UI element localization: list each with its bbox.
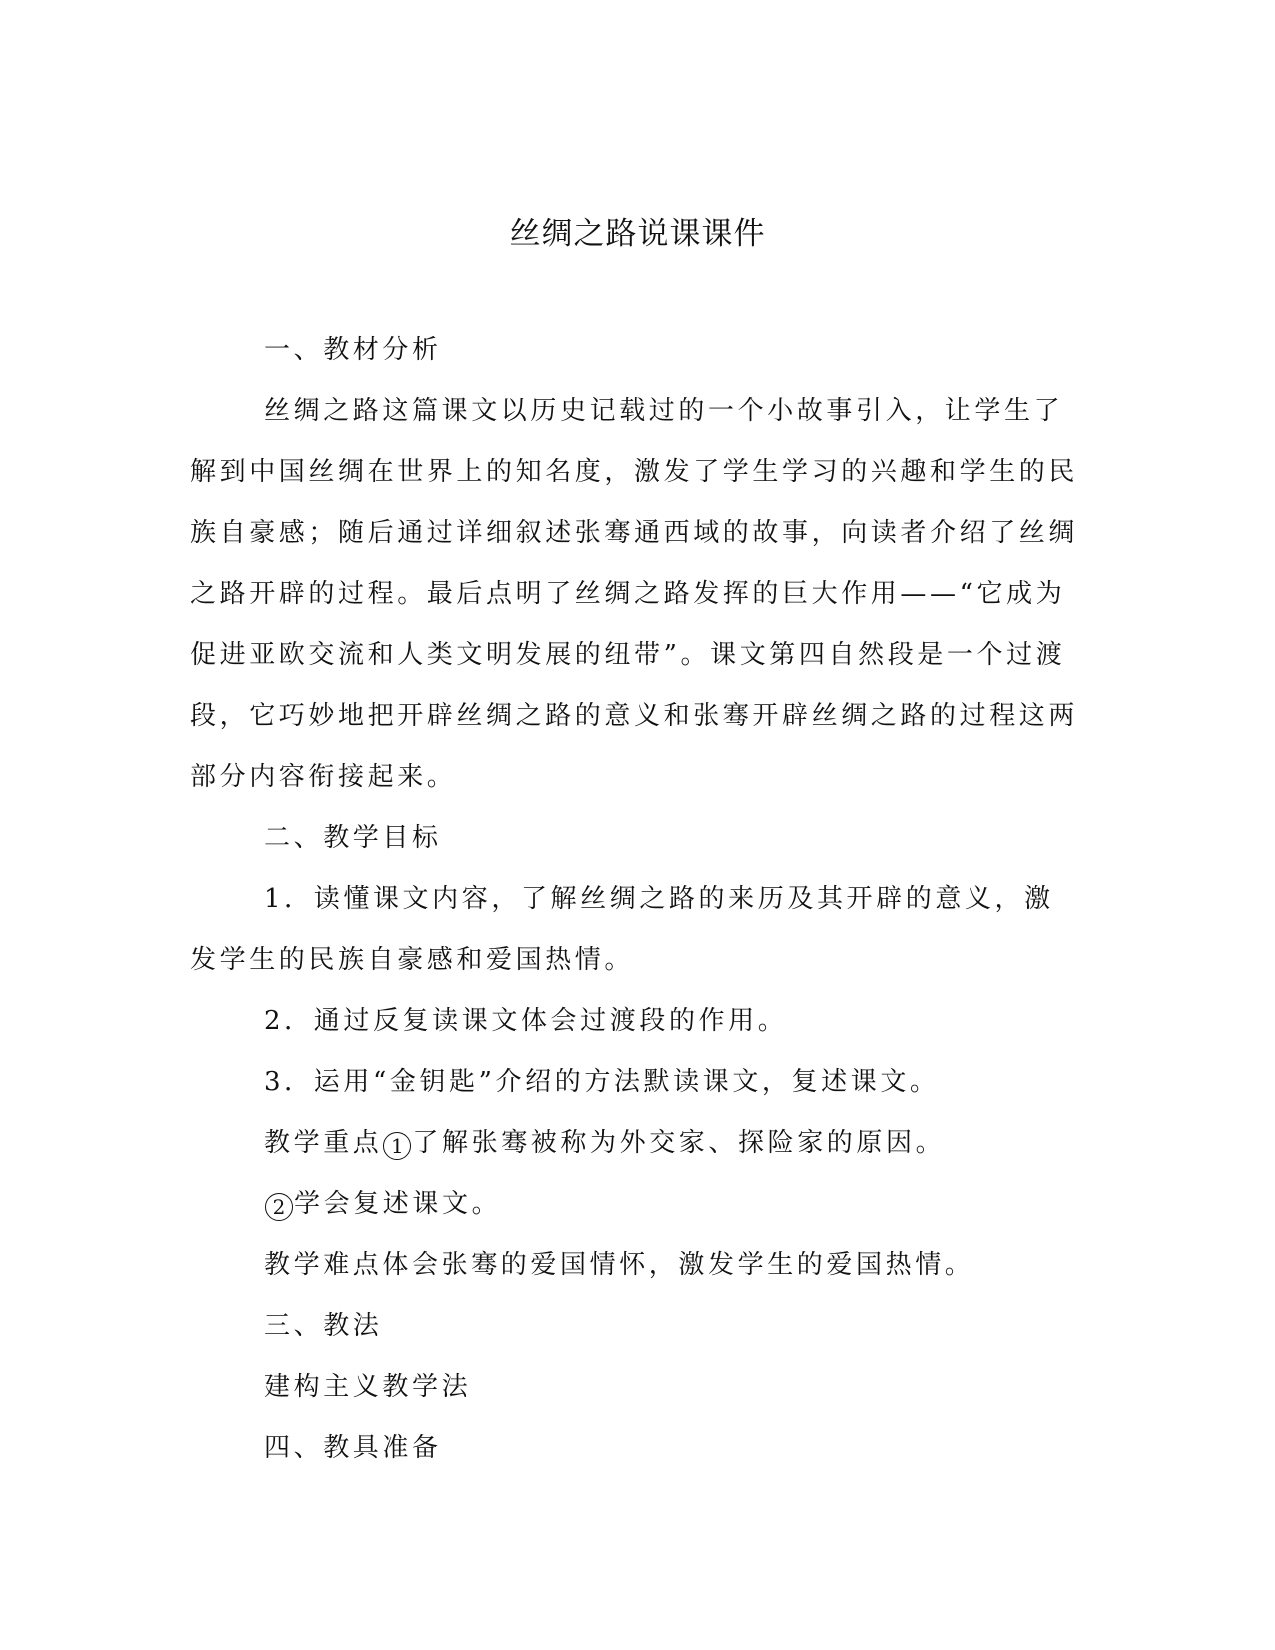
teaching-difficulty: 教学难点体会张骞的爱国情怀，激发学生的爱国热情。 — [264, 1250, 975, 1280]
key-point-2: 学会复述课文。 — [294, 1189, 502, 1219]
textbook-analysis-paragraph: 丝绸之路这篇课文以历史记载过的一个小故事引入，让学生了解到中国丝绸在世界上的知名度，激发了学生学习的兴趣和学生的民族自豪感；随后通过详细叙述张骞通西域的故事，向读者介绍了丝绸之路开辟的过程。最后点明了丝绸之路发挥的巨大作用——“它成为促进亚欧交流和人类文明发展的纽带”。课文第四自然段是一个过渡段，它巧妙地把开辟丝绸之路的意义和张骞开辟丝绸之路的过程这两部分内容衔接起来。 — [190, 396, 1079, 792]
section-heading-teaching-aids: 四、教具准备 — [264, 1433, 442, 1463]
teaching-goal-3: 3．运用“金钥匙”介绍的方法默读课文，复述课文。 — [264, 1067, 940, 1097]
key-points-label: 教学重点 — [264, 1128, 383, 1158]
document-title: 丝绸之路说课课件 — [509, 216, 766, 252]
circled-number-1: 1 — [383, 1132, 411, 1160]
teaching-goal-2: 2．通过反复读课文体会过渡段的作用。 — [264, 1006, 788, 1036]
section-heading-textbook-analysis: 一、教材分析 — [264, 335, 442, 365]
key-point-2-line — [190, 1174, 1080, 1235]
teaching-method-text: 建构主义教学法 — [264, 1372, 472, 1402]
document-body — [190, 320, 1080, 1479]
teaching-goal-1: 1．读懂课文内容，了解丝绸之路的来历及其开辟的意义，激发学生的民族自豪感和爱国热情。 — [190, 884, 1054, 975]
section-heading-teaching-goals: 二、教学目标 — [264, 823, 442, 853]
section-heading-teaching-method: 三、教法 — [264, 1311, 383, 1341]
key-point-1: 了解张骞被称为外交家、探险家的原因。 — [412, 1128, 946, 1158]
key-points-line — [190, 1113, 1080, 1174]
circled-number-2: 2 — [265, 1193, 293, 1221]
